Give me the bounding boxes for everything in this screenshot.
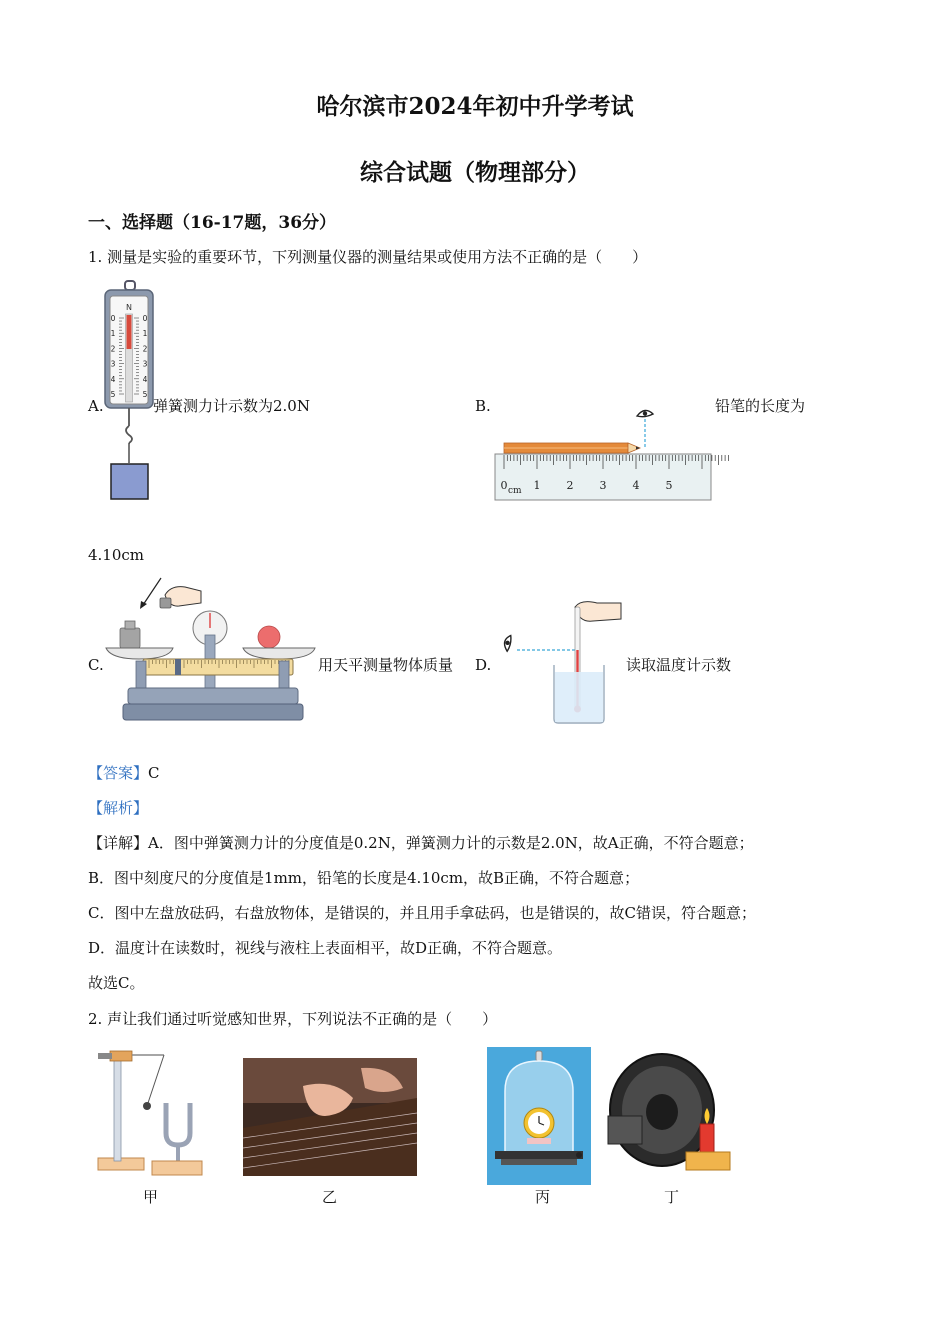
- spring-scale-tick-label: 0: [110, 314, 116, 323]
- speaker-candle-figure: [604, 1052, 736, 1176]
- spring-scale-tick-label: 5: [110, 390, 116, 399]
- conclusion: 故选C。: [88, 974, 145, 992]
- section-title: 一、选择题（16-17题，36分）: [88, 213, 337, 233]
- option-d-text: 读取温度计示数: [626, 656, 732, 674]
- thermometer-beaker-figure: [497, 597, 625, 725]
- spring-scale-unit: N: [126, 303, 132, 312]
- spring-scale-tick-label: 2: [142, 344, 148, 354]
- balance-rider: [175, 659, 181, 675]
- answer-value: C: [148, 764, 160, 782]
- ruler-unit: cm: [508, 486, 522, 496]
- balance-figure: [103, 573, 318, 723]
- ruler-pencil-figure: [494, 402, 714, 502]
- spring-scale-tick-label: 3: [110, 359, 116, 369]
- hanging-weight: [111, 464, 148, 499]
- spring-scale-tick-label: 2: [110, 344, 116, 354]
- spring-scale-tick-label: 3: [142, 359, 148, 369]
- option-b-letter: B.: [475, 397, 491, 415]
- page-title: 哈尔滨市2024年初中升学考试: [316, 93, 634, 120]
- detail-line-c: C．图中左盘放砝码，右盘放物体，是错误的，并且用手拿砝码，也是错误的，故C错误，符合题意；: [88, 904, 756, 922]
- eye-icon: [637, 410, 653, 416]
- ruler-tick-label: 3: [599, 479, 607, 492]
- spring-scale-tick-label: 4: [142, 374, 148, 384]
- spring-scale-tick-label: 1: [110, 329, 116, 339]
- bell-jar-clock-photo: [487, 1047, 591, 1185]
- option-b-text: 铅笔的长度为: [715, 397, 806, 415]
- spring-scale-tick-label: 5: [142, 390, 148, 399]
- question-1-stem: 1. 测量是实验的重要环节，下列测量仪器的测量结果或使用方法不正确的是（ ）: [88, 248, 648, 266]
- caption-yi: 乙: [322, 1188, 338, 1206]
- option-a-text: 弹簧测力计示数为2.0N: [153, 397, 310, 415]
- caption-ding: 丁: [664, 1188, 680, 1206]
- option-a-letter: A.: [88, 397, 104, 415]
- ruler-tick-label: 2: [566, 479, 574, 492]
- ruler-tick-label: 5: [665, 479, 673, 492]
- option-c-letter: C.: [88, 656, 104, 674]
- answer-label: 【答案】: [88, 764, 149, 782]
- detail-line-b: B．图中刻度尺的分度值是1mm，铅笔的长度是4.10cm，故B正确，不符合题意；: [88, 869, 640, 887]
- option-c-text: 用天平测量物体质量: [318, 656, 454, 674]
- caption-bing: 丙: [535, 1188, 551, 1206]
- ruler-tick-label: 1: [533, 479, 541, 492]
- analysis-label: 【解析】: [88, 799, 149, 817]
- spring-scale-figure: [100, 280, 158, 505]
- eye-icon: [502, 634, 513, 651]
- option-b-continuation: 4.10cm: [88, 546, 145, 564]
- option-d-letter: D.: [475, 656, 492, 674]
- spring-scale-tick-label: 4: [110, 374, 116, 384]
- hand-holding-weight-icon: [160, 587, 201, 608]
- caption-jia: 甲: [143, 1188, 159, 1206]
- answer-row: [88, 763, 160, 783]
- ruler-tick-label: 4: [632, 479, 640, 492]
- page-subtitle: 综合试题（物理部分）: [360, 159, 590, 186]
- detail-line-a: 【详解】A．图中弹簧测力计的分度值是0.2N，弹簧测力计的示数是2.0N，故A正确，不符合题意；: [88, 834, 754, 852]
- question-2-stem: 2. 声让我们通过听觉感知世界，下列说法不正确的是（ ）: [88, 1010, 498, 1028]
- detail-line-d: D．温度计在读数时，视线与液柱上表面相平，故D正确，不符合题意。: [88, 939, 563, 957]
- spring-scale-tick-label: 1: [142, 329, 148, 339]
- spring-scale-pointer-bar: [127, 315, 132, 349]
- weight-on-left-pan: [120, 628, 140, 648]
- guzheng-photo: [243, 1058, 417, 1176]
- tuning-fork-pendulum-figure: [96, 1045, 206, 1180]
- hand-holding-thermometer-icon: [575, 602, 621, 622]
- spring-scale-tick-label: 0: [142, 314, 148, 323]
- object-on-right-pan: [258, 626, 280, 648]
- ruler-tick-label: 0: [500, 479, 508, 492]
- alarm-clock-icon: [524, 1108, 554, 1144]
